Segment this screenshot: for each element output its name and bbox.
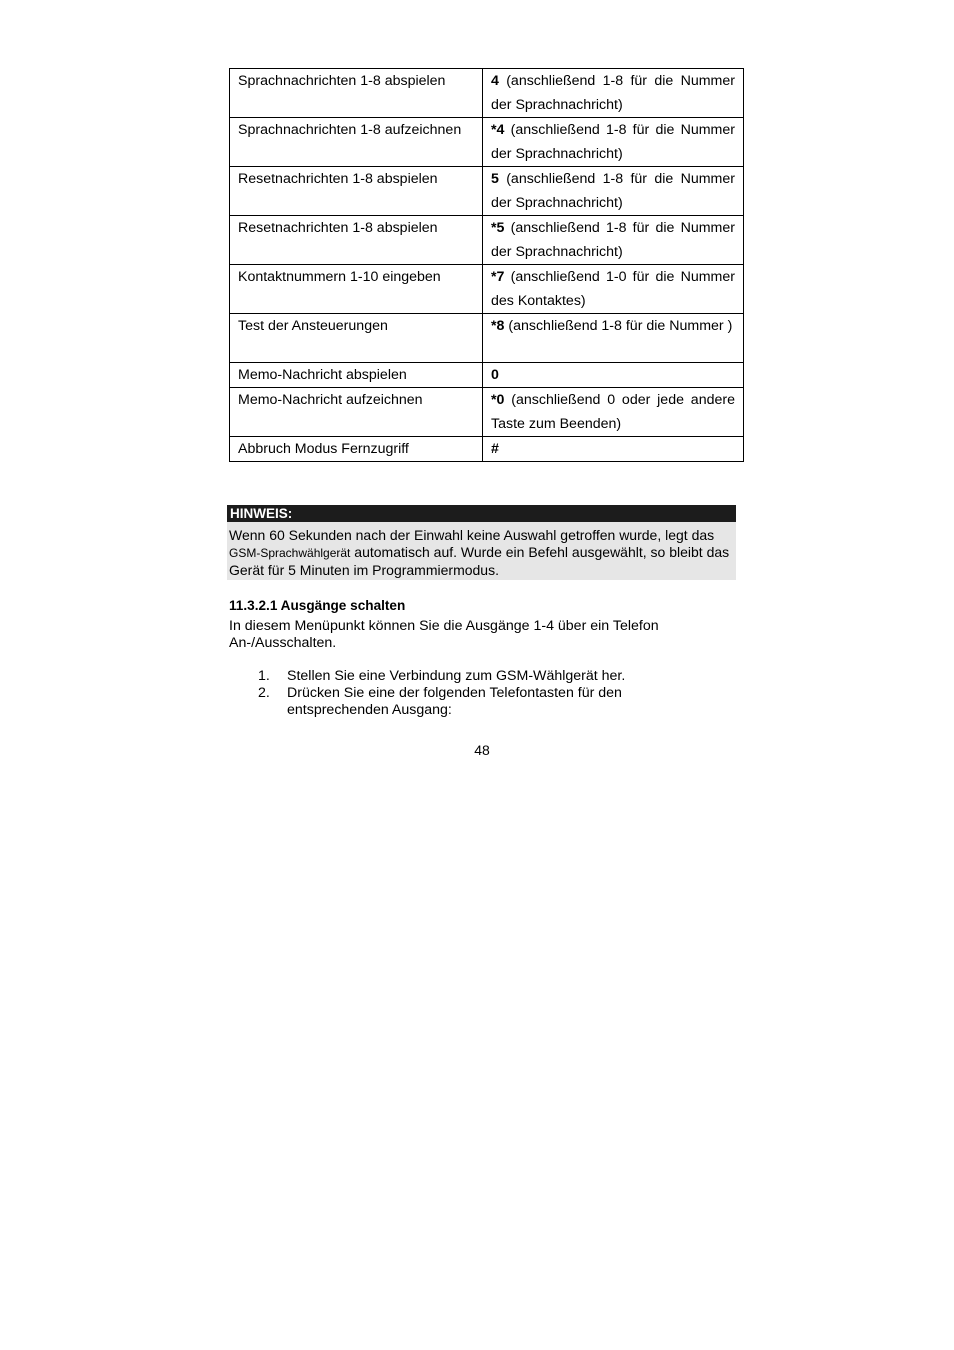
intro-paragraph: In diesem Menüpunkt können Sie die Ausgänge 1-4 über ein Telefon An-/Ausschalten. bbox=[229, 618, 659, 651]
table-row bbox=[230, 69, 744, 118]
key-description: (anschließend 1-0 für die Nummer des Kontaktes) bbox=[491, 269, 735, 309]
function-cell: Sprachnachrichten 1-8 aufzeichnen bbox=[230, 118, 483, 167]
table-row bbox=[230, 118, 744, 167]
step-number: 2. bbox=[258, 685, 270, 701]
note-body bbox=[227, 522, 736, 580]
note-text: automatisch auf. Wurde ein Befehl ausgewählt, so bleibt das Gerät für 5 Minuten im Programmiermodus. bbox=[229, 544, 730, 578]
key-cell bbox=[483, 437, 744, 462]
key-cell bbox=[483, 167, 744, 216]
command-table bbox=[229, 68, 744, 462]
key-code: # bbox=[491, 441, 499, 457]
key-code: 0 bbox=[491, 367, 499, 383]
key-description: (anschließend 1-8 für die Nummer ) bbox=[504, 318, 733, 334]
key-code: *7 bbox=[491, 269, 505, 285]
list-item bbox=[229, 685, 669, 719]
list-item bbox=[229, 668, 669, 685]
step-text: Drücken Sie eine der folgenden Telefontasten für den entsprechenden Ausgang: bbox=[287, 685, 622, 718]
table-row bbox=[230, 216, 744, 265]
key-cell bbox=[483, 265, 744, 314]
device-name: GSM-Sprachwählgerät bbox=[229, 546, 351, 560]
key-code: *4 bbox=[491, 122, 505, 138]
function-cell: Memo-Nachricht abspielen bbox=[230, 363, 483, 388]
page-number: 48 bbox=[474, 742, 490, 758]
key-cell bbox=[483, 216, 744, 265]
key-code: 4 bbox=[491, 73, 499, 89]
function-cell: Abbruch Modus Fernzugriff bbox=[230, 437, 483, 462]
key-code: *0 bbox=[491, 392, 505, 408]
key-cell bbox=[483, 118, 744, 167]
function-cell: Memo-Nachricht aufzeichnen bbox=[230, 388, 483, 437]
key-cell bbox=[483, 388, 744, 437]
table-row bbox=[230, 314, 744, 363]
key-cell bbox=[483, 314, 744, 363]
key-description: (anschließend 1-8 für die Nummer der Sprachnachricht) bbox=[491, 73, 735, 113]
table-row bbox=[230, 265, 744, 314]
key-cell bbox=[483, 363, 744, 388]
note-text: Wenn 60 Sekunden nach der Einwahl keine Auswahl getroffen wurde, legt das bbox=[229, 527, 715, 543]
step-text: Stellen Sie eine Verbindung zum GSM-Wählgerät her. bbox=[287, 668, 626, 684]
key-code: 5 bbox=[491, 171, 499, 187]
function-cell: Resetnachrichten 1-8 abspielen bbox=[230, 216, 483, 265]
key-description: (anschließend 0 oder jede andere Taste zum Beenden) bbox=[491, 392, 735, 432]
table-row bbox=[230, 388, 744, 437]
note-box bbox=[227, 505, 736, 580]
step-number: 1. bbox=[258, 668, 270, 684]
function-cell: Sprachnachrichten 1-8 abspielen bbox=[230, 69, 483, 118]
key-code: *5 bbox=[491, 220, 505, 236]
table-row bbox=[230, 167, 744, 216]
function-cell: Test der Ansteuerungen bbox=[230, 314, 483, 363]
key-code: *8 bbox=[491, 318, 505, 334]
function-cell: Resetnachrichten 1-8 abspielen bbox=[230, 167, 483, 216]
key-description: (anschließend 1-8 für die Nummer der Sprachnachricht) bbox=[491, 122, 735, 162]
key-cell bbox=[483, 69, 744, 118]
steps-list bbox=[229, 668, 669, 719]
function-cell: Kontaktnummern 1-10 eingeben bbox=[230, 265, 483, 314]
table-row bbox=[230, 437, 744, 462]
key-description: (anschließend 1-8 für die Nummer der Sprachnachricht) bbox=[491, 171, 735, 211]
key-description: (anschließend 1-8 für die Nummer der Sprachnachricht) bbox=[491, 220, 735, 260]
section-title: 11.3.2.1 Ausgänge schalten bbox=[229, 598, 406, 613]
note-heading: HINWEIS: bbox=[227, 505, 736, 522]
table-row bbox=[230, 363, 744, 388]
